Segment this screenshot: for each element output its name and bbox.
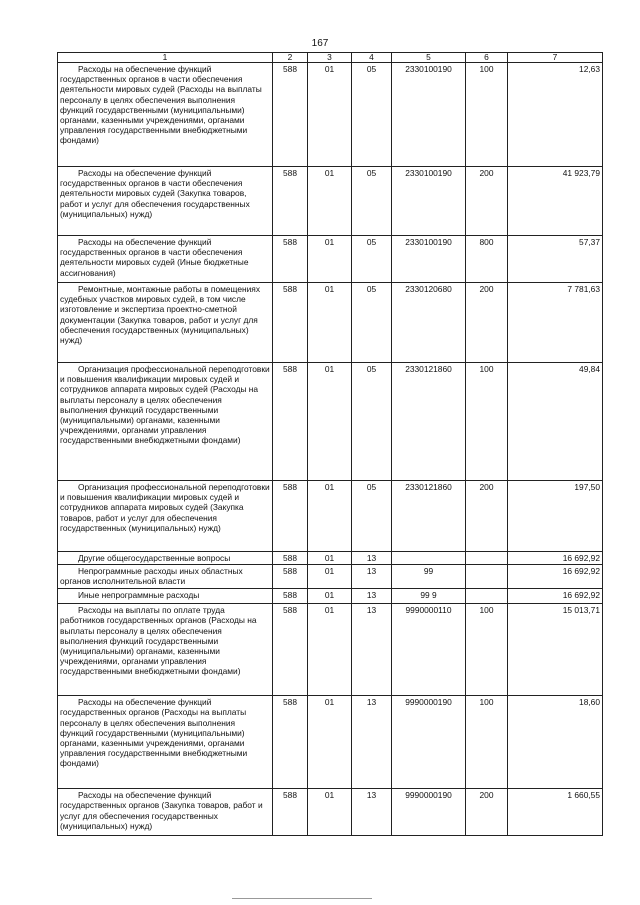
header-cell: 7 [508, 53, 603, 63]
row-amount: 1 660,55 [508, 789, 603, 836]
table-row [58, 63, 603, 167]
row-name: Ремонтные, монтажные работы в помещениях судебных участков мировых судей, в том числе изготовление и экспертиза проектно-сметной документации (Закупка товаров, работ и услуг для обеспечения государственных (муниципальных) нужд) [58, 283, 273, 363]
row-section: 01 [308, 363, 352, 481]
row-expense-type: 800 [466, 236, 508, 283]
row-amount: 57,37 [508, 236, 603, 283]
row-name: Расходы на выплаты по оплате труда работников государственных органов (Расходы на выплаты персоналу в целях обеспечения выполнения функций государственными (муниципальными) органами, казенными учреждениями, органами управления государственными внебюджетными фондами) [58, 604, 273, 696]
row-section: 01 [308, 789, 352, 836]
row-name: Иные непрограммные расходы [58, 589, 273, 604]
row-target-article: 2330120680 [392, 283, 466, 363]
table-row [58, 565, 603, 589]
table-header-row [58, 53, 603, 63]
row-target-article: 2330121860 [392, 363, 466, 481]
row-section: 01 [308, 63, 352, 167]
table-row [58, 696, 603, 789]
row-subsection: 13 [352, 604, 392, 696]
row-target-article: 99 9 [392, 589, 466, 604]
row-expense-type: 200 [466, 283, 508, 363]
row-target-article: 9990000110 [392, 604, 466, 696]
row-admin-code: 588 [273, 696, 308, 789]
row-section: 01 [308, 696, 352, 789]
table-row [58, 283, 603, 363]
row-section: 01 [308, 604, 352, 696]
row-target-article: 2330100190 [392, 236, 466, 283]
row-subsection: 05 [352, 63, 392, 167]
row-amount: 197,50 [508, 481, 603, 552]
row-expense-type: 100 [466, 696, 508, 789]
row-expense-type: 100 [466, 63, 508, 167]
row-admin-code: 588 [273, 552, 308, 565]
row-subsection: 05 [352, 236, 392, 283]
row-name: Расходы на обеспечение функций государственных органов (Расходы на выплаты персоналу в целях обеспечения выполнения функций государственными (муниципальными) органами, казенными учреждениями, органами управления государственными внебюджетными фондами) [58, 696, 273, 789]
row-subsection: 05 [352, 167, 392, 236]
header-cell: 5 [392, 53, 466, 63]
row-target-article: 9990000190 [392, 789, 466, 836]
row-admin-code: 588 [273, 565, 308, 589]
row-admin-code: 588 [273, 604, 308, 696]
row-admin-code: 588 [273, 63, 308, 167]
row-subsection: 13 [352, 552, 392, 565]
row-expense-type: 100 [466, 363, 508, 481]
row-subsection: 05 [352, 283, 392, 363]
row-amount: 16 692,92 [508, 552, 603, 565]
row-amount: 15 013,71 [508, 604, 603, 696]
row-admin-code: 588 [273, 789, 308, 836]
row-amount: 16 692,92 [508, 589, 603, 604]
row-amount: 7 781,63 [508, 283, 603, 363]
row-expense-type: 200 [466, 789, 508, 836]
row-name: Другие общегосударственные вопросы [58, 552, 273, 565]
row-target-article: 2330100190 [392, 63, 466, 167]
header-cell: 1 [58, 53, 273, 63]
row-admin-code: 588 [273, 589, 308, 604]
table-row [58, 589, 603, 604]
row-amount: 12,63 [508, 63, 603, 167]
row-section: 01 [308, 565, 352, 589]
table-row [58, 789, 603, 836]
page-bottom-rule [232, 898, 372, 899]
row-section: 01 [308, 481, 352, 552]
row-name: Расходы на обеспечение функций государственных органов в части обеспечения деятельности мировых судей (Закупка товаров, работ и услуг для обеспечения государственных (муниципальных) нужд) [58, 167, 273, 236]
table-row [58, 481, 603, 552]
row-amount: 18,60 [508, 696, 603, 789]
table-row [58, 236, 603, 283]
row-amount: 49,84 [508, 363, 603, 481]
header-cell: 6 [466, 53, 508, 63]
table-row [58, 604, 603, 696]
row-admin-code: 588 [273, 283, 308, 363]
row-admin-code: 588 [273, 236, 308, 283]
row-admin-code: 588 [273, 167, 308, 236]
row-subsection: 05 [352, 363, 392, 481]
row-section: 01 [308, 552, 352, 565]
row-section: 01 [308, 167, 352, 236]
row-target-article: 2330121860 [392, 481, 466, 552]
row-amount: 41 923,79 [508, 167, 603, 236]
row-expense-type [466, 565, 508, 589]
row-name: Организация профессиональной переподготовки и повышения квалификации мировых судей и сотрудников аппарата мировых судей (Закупка товаров, работ и услуг для обеспечения государственных (муниципальных) нужд) [58, 481, 273, 552]
row-section: 01 [308, 589, 352, 604]
row-section: 01 [308, 283, 352, 363]
header-cell: 3 [308, 53, 352, 63]
row-target-article: 2330100190 [392, 167, 466, 236]
row-amount: 16 692,92 [508, 565, 603, 589]
row-target-article [392, 552, 466, 565]
row-name: Организация профессиональной переподготовки и повышения квалификации мировых судей и сотрудников аппарата мировых судей (Расходы на выплаты персоналу в целях обеспечения выполнения функций государственными (муниципальными) органами, казенными учреждениями, органами управления государственными внебюджетными фондами) [58, 363, 273, 481]
row-subsection: 05 [352, 481, 392, 552]
row-admin-code: 588 [273, 481, 308, 552]
row-name: Расходы на обеспечение функций государственных органов в части обеспечения деятельности мировых судей (Иные бюджетные ассигнования) [58, 236, 273, 283]
row-subsection: 13 [352, 789, 392, 836]
row-subsection: 13 [352, 696, 392, 789]
table-row [58, 363, 603, 481]
row-name: Непрограммные расходы иных областных органов исполнительной власти [58, 565, 273, 589]
row-expense-type: 100 [466, 604, 508, 696]
row-expense-type [466, 589, 508, 604]
row-expense-type: 200 [466, 481, 508, 552]
budget-table [57, 52, 603, 836]
row-subsection: 13 [352, 565, 392, 589]
table-row [58, 552, 603, 565]
header-cell: 4 [352, 53, 392, 63]
row-name: Расходы на обеспечение функций государственных органов (Закупка товаров, работ и услуг для обеспечения государственных (муниципальных) нужд) [58, 789, 273, 836]
row-section: 01 [308, 236, 352, 283]
row-name: Расходы на обеспечение функций государственных органов в части обеспечения деятельности мировых судей (Расходы на выплаты персоналу в целях обеспечения выполнения функций государственными (муниципальными) органами, казенными учреждениями, органами управления государственными внебюджетными фондами) [58, 63, 273, 167]
row-admin-code: 588 [273, 363, 308, 481]
row-expense-type: 200 [466, 167, 508, 236]
table-row [58, 167, 603, 236]
row-target-article: 99 [392, 565, 466, 589]
row-subsection: 13 [352, 589, 392, 604]
header-cell: 2 [273, 53, 308, 63]
page-number: 167 [311, 38, 329, 49]
row-target-article: 9990000190 [392, 696, 466, 789]
row-expense-type [466, 552, 508, 565]
